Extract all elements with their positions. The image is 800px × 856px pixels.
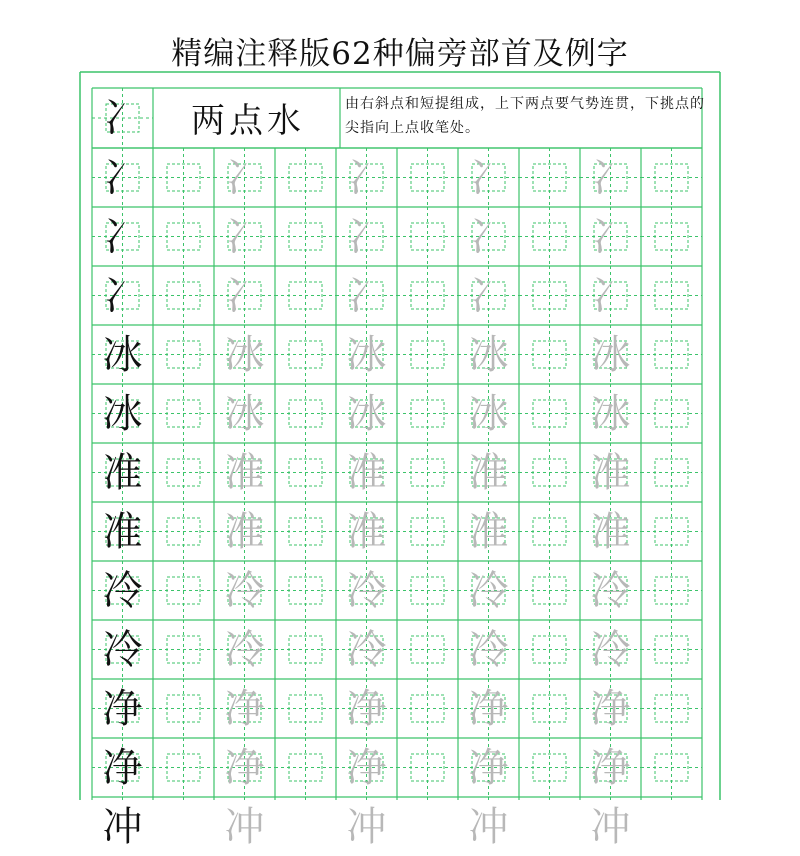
trace-character: 冷: [590, 567, 631, 614]
trace-character: 准: [590, 449, 631, 496]
trace-character: 冫: [346, 213, 387, 260]
model-character: 冲: [102, 803, 143, 850]
radical-description: 由右斜点和短提组成，上下两点要气势连贯，下挑点的尖指向上点收笔处。: [345, 96, 705, 136]
trace-character: 冲: [468, 803, 509, 850]
model-character: 净: [102, 685, 143, 732]
trace-character: 冰: [346, 390, 387, 437]
trace-character: 冫: [590, 154, 631, 201]
trace-character: 净: [224, 744, 265, 791]
trace-character: 冲: [346, 803, 387, 850]
trace-character: 冷: [590, 626, 631, 673]
trace-character: 冫: [224, 272, 265, 319]
trace-character: 冫: [468, 213, 509, 260]
trace-character: 冰: [468, 390, 509, 437]
trace-character: 冰: [590, 390, 631, 437]
trace-character: 冫: [468, 154, 509, 201]
model-character: 净: [102, 744, 143, 791]
trace-character: 准: [468, 508, 509, 555]
radical-name: 两点水: [191, 100, 305, 141]
trace-character: 冰: [590, 331, 631, 378]
trace-character: 冫: [224, 154, 265, 201]
trace-character: 净: [346, 685, 387, 732]
model-character: 冰: [102, 390, 143, 437]
page-title: 精编注释版62种偏旁部首及例字: [171, 36, 629, 72]
trace-character: 冫: [346, 272, 387, 319]
trace-character: 冫: [590, 272, 631, 319]
model-character: 冰: [102, 331, 143, 378]
header-radical: 冫: [102, 95, 143, 141]
trace-character: 净: [468, 685, 509, 732]
trace-character: 准: [346, 449, 387, 496]
trace-character: 冫: [468, 272, 509, 319]
trace-character: 准: [468, 449, 509, 496]
trace-character: 冲: [224, 803, 265, 850]
trace-character: 冷: [224, 567, 265, 614]
trace-character: 冰: [224, 331, 265, 378]
trace-character: 冷: [346, 567, 387, 614]
trace-character: 准: [346, 508, 387, 555]
model-character: 冷: [102, 567, 143, 614]
model-character: 冫: [102, 272, 143, 319]
model-character: 冷: [102, 626, 143, 673]
trace-character: 冷: [346, 626, 387, 673]
trace-character: 净: [590, 744, 631, 791]
trace-character: 冷: [224, 626, 265, 673]
trace-character: 冰: [224, 390, 265, 437]
trace-character: 净: [224, 685, 265, 732]
trace-character: 净: [468, 744, 509, 791]
model-character: 准: [102, 508, 143, 555]
trace-character: 准: [590, 508, 631, 555]
trace-character: 冫: [346, 154, 387, 201]
trace-character: 净: [346, 744, 387, 791]
trace-character: 冰: [346, 331, 387, 378]
trace-character: 冲: [590, 803, 631, 850]
trace-character: 准: [224, 449, 265, 496]
trace-character: 冰: [468, 331, 509, 378]
trace-character: 冫: [590, 213, 631, 260]
trace-character: 冫: [224, 213, 265, 260]
trace-character: 准: [224, 508, 265, 555]
model-character: 准: [102, 449, 143, 496]
trace-character: 净: [590, 685, 631, 732]
trace-character: 冷: [468, 567, 509, 614]
trace-character: 冷: [468, 626, 509, 673]
model-character: 冫: [102, 154, 143, 201]
model-character: 冫: [102, 213, 143, 260]
